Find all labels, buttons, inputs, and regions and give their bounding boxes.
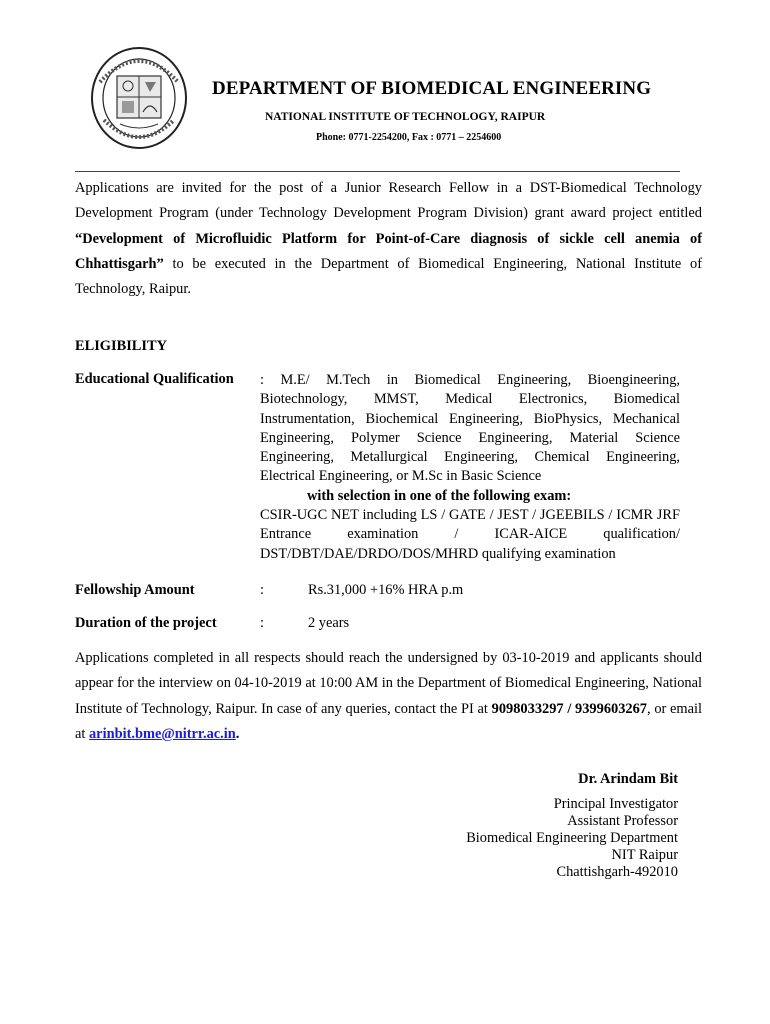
closing-text: Applications completed in all respects should reach the undersigned by 03-10-2019 and applicants should appear for the interview on 04-10-2019 at 10:00 AM in the Department of Biomedical Engineering, National Institute of Technology, Raipur. In case of any queries, contact the PI at — [75, 650, 702, 717]
institute-seal-logo — [90, 46, 188, 150]
closing-text-email: , or email at — [75, 700, 702, 742]
fellowship-value: Rs.31,000 +16% HRA p.m — [308, 582, 464, 598]
signatory-department: Biomedical Engineering Department — [466, 830, 678, 846]
fellowship-colon: : — [260, 582, 264, 598]
signatory-address: Chattishgarh-492010 — [556, 864, 678, 880]
exam-heading: with selection in one of the following exam: — [307, 487, 572, 504]
contact-phone-fax: Phone: 0771-2254200, Fax : 0771 – 2254600 — [316, 132, 502, 143]
project-title: “Development of Microfluidic Platform for Point-of-Care diagnosis of sickle cell anemia of Chhattisgarh” — [75, 230, 702, 272]
seal-emblem-icon — [90, 46, 188, 150]
signatory-designation: Assistant Professor — [567, 813, 678, 829]
signatory-institute: NIT Raipur — [611, 847, 678, 863]
intro-paragraph — [75, 176, 702, 302]
signatory-role: Principal Investigator — [553, 796, 678, 812]
header-divider — [75, 171, 680, 172]
education-label: Educational Qualification — [75, 371, 234, 387]
intro-tail: to be executed in the Department of Biomedical Engineering, National Institute of Technology, Raipur. — [75, 255, 702, 298]
intro-lead: Applications are invited for the post of a Junior Research Fellow in a DST-Biomedical Technology Development Program (under Technology Development Program Division) grant award project entitled — [75, 180, 702, 222]
department-title: DEPARTMENT OF BIOMEDICAL ENGINEERING — [212, 78, 652, 99]
eligibility-heading: ELIGIBILITY — [75, 338, 167, 354]
duration-value: 2 years — [308, 615, 350, 631]
duration-label: Duration of the project — [75, 615, 217, 631]
closing-period: . — [235, 725, 240, 742]
signatory-name: Dr. Arindam Bit — [578, 771, 678, 787]
education-details — [260, 371, 680, 564]
exam-text: CSIR-UGC NET including LS / GATE / JEST / JGEEBILS / ICMR JRF Entrance examination / ICAR-AICE qualification/ DST/DBT/DAE/DRDO/DOS/MHRD qualifying examination — [260, 507, 680, 562]
signature-block — [466, 771, 678, 881]
education-text: : M.E/ M.Tech in Biomedical Engineering, Bioengineering, Biotechnology, MMST, Medical Electronics, Biomedical Instrumentation, Biochemical Engineering, BioPhysics, Mechanical Engineering, Polymer Science Engineering, Material Science Engineering, Metallurgical Engineering, Chemical Engineering, Electrical Engineering, or M.Sc in Basic Science — [260, 372, 680, 485]
closing-paragraph — [75, 646, 702, 747]
pi-email-link[interactable]: arinbit.bme@nitrr.ac.in — [88, 725, 236, 742]
pi-phone-numbers: 9098033297 / 9399603267 — [491, 700, 647, 717]
duration-colon: : — [260, 615, 264, 631]
fellowship-label: Fellowship Amount — [75, 582, 195, 598]
institute-name: NATIONAL INSTITUTE OF TECHNOLOGY, RAIPUR — [265, 111, 546, 123]
